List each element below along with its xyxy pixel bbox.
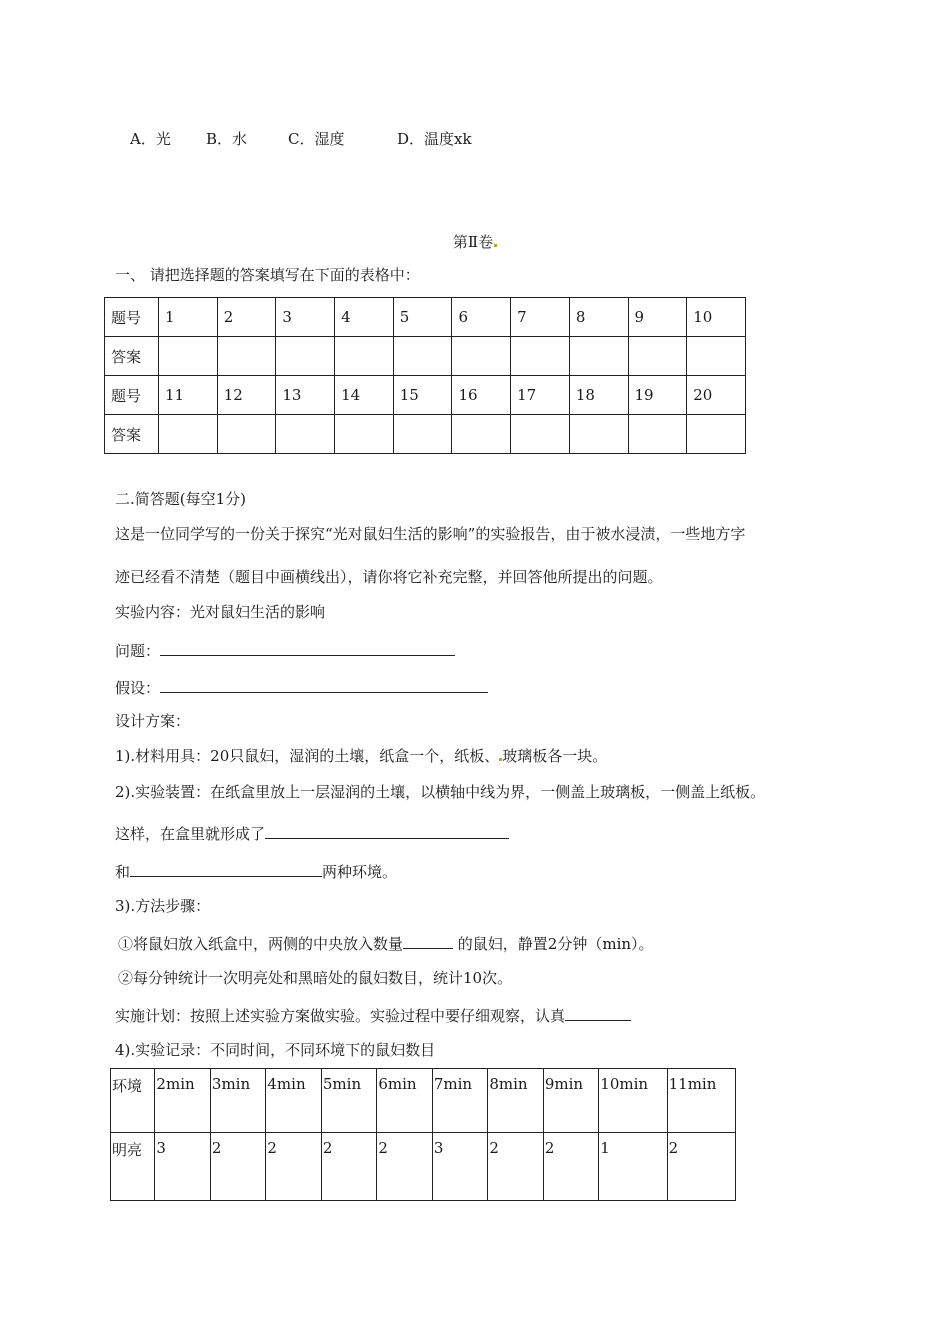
design-heading: 设计方案：	[115, 712, 191, 730]
number-cell: 18	[569, 376, 628, 415]
data-cell: 明亮	[111, 1133, 155, 1201]
part1-heading: 一、 请把选择题的答案填写在下面的表格中：	[115, 266, 420, 284]
answer-cell[interactable]	[335, 415, 394, 454]
number-cell: 1	[159, 298, 218, 337]
data-cell: 2	[377, 1133, 432, 1201]
environment-blank-1[interactable]	[265, 822, 509, 839]
intro-line-1: 这是一位同学写的一份关于探究“光对鼠妇生活的影响”的实验报告，由于被水浸渍，一些地方字	[115, 525, 746, 543]
number-cell: 16	[452, 376, 511, 415]
data-cell: 2	[210, 1133, 265, 1201]
question-line	[115, 639, 455, 661]
table-row	[105, 298, 746, 337]
number-cell: 17	[511, 376, 570, 415]
answer-cell[interactable]	[159, 337, 218, 376]
header-cell: 10min	[599, 1069, 667, 1133]
option-b: B．水	[206, 130, 248, 148]
answer-cell[interactable]	[393, 337, 452, 376]
section-title	[0, 231, 950, 252]
data-cell: 1	[599, 1133, 667, 1201]
data-cell: 2	[543, 1133, 598, 1201]
table-row	[105, 376, 746, 415]
answer-cell[interactable]	[511, 415, 570, 454]
header-cell: 4min	[266, 1069, 321, 1133]
experiment-content: 实验内容：光对鼠妇生活的影响	[115, 603, 326, 621]
formed-label: 这样，在盒里就形成了	[115, 825, 266, 843]
and-label: 和	[115, 863, 131, 881]
decorative-dot-icon	[494, 244, 497, 247]
table-row	[111, 1069, 736, 1133]
plan-blank[interactable]	[565, 1004, 631, 1021]
data-cell: 2	[667, 1133, 735, 1201]
number-cell: 15	[393, 376, 452, 415]
table-row	[105, 415, 746, 454]
part2-heading: 二.简答题(每空1分)	[115, 490, 247, 508]
answer-cell[interactable]	[452, 337, 511, 376]
answer-cell[interactable]	[569, 415, 628, 454]
question-blank[interactable]	[160, 639, 455, 656]
answer-cell[interactable]	[159, 415, 218, 454]
plan-text: 实施计划：按照上述实验方案做实验。实验过程中要仔细观察，认真	[115, 1007, 566, 1025]
answer-cell[interactable]	[628, 337, 687, 376]
plan-line	[115, 1004, 631, 1026]
step-1-line	[118, 932, 654, 954]
answer-cell[interactable]	[393, 415, 452, 454]
record-table	[110, 1068, 736, 1201]
number-cell: 7	[511, 298, 570, 337]
option-a: A．光	[130, 130, 171, 148]
answer-cell[interactable]	[452, 415, 511, 454]
header-cell: 5min	[321, 1069, 376, 1133]
header-cell: 3min	[210, 1069, 265, 1133]
number-cell: 3	[276, 298, 335, 337]
number-cell: 8	[569, 298, 628, 337]
number-cell: 13	[276, 376, 335, 415]
row-label: 题号	[105, 376, 159, 415]
header-cell: 8min	[488, 1069, 543, 1133]
header-cell: 9min	[543, 1069, 598, 1133]
header-cell: 环境	[111, 1069, 155, 1133]
number-cell: 19	[628, 376, 687, 415]
answer-cell[interactable]	[511, 337, 570, 376]
data-cell: 2	[321, 1133, 376, 1201]
number-cell: 2	[217, 298, 276, 337]
data-cell: 2	[266, 1133, 321, 1201]
and-line	[115, 860, 397, 882]
data-cell: 2	[488, 1133, 543, 1201]
row-label: 题号	[105, 298, 159, 337]
option-c: C．湿度	[288, 130, 345, 148]
number-cell: 4	[335, 298, 394, 337]
question-label: 问题：	[115, 642, 161, 660]
answer-cell[interactable]	[217, 337, 276, 376]
number-cell: 20	[687, 376, 746, 415]
answer-cell[interactable]	[569, 337, 628, 376]
table-row	[105, 337, 746, 376]
number-cell: 14	[335, 376, 394, 415]
data-cell: 3	[432, 1133, 487, 1201]
answer-cell[interactable]	[687, 415, 746, 454]
device-line: 2).实验装置：在纸盒里放上一层湿润的土壤，以横轴中线为界，一侧盖上玻璃板，一侧盖上纸板。	[115, 783, 766, 801]
materials-line	[115, 746, 607, 766]
hypothesis-blank[interactable]	[160, 676, 488, 693]
answer-cell[interactable]	[276, 337, 335, 376]
formed-line	[115, 822, 509, 844]
option-d: D．温度xk	[397, 130, 472, 148]
number-cell: 10	[687, 298, 746, 337]
number-cell: 11	[159, 376, 218, 415]
record-heading: 4).实验记录：不同时间，不同环境下的鼠妇数目	[115, 1041, 436, 1059]
step-1-text-b: 的鼠妇，静置2分钟（min）。	[457, 935, 654, 953]
number-cell: 6	[452, 298, 511, 337]
quantity-blank[interactable]	[403, 932, 453, 949]
number-cell: 5	[393, 298, 452, 337]
answer-cell[interactable]	[628, 415, 687, 454]
step-1-text-a: ①将鼠妇放入纸盒中，两侧的中央放入数量	[118, 935, 404, 953]
header-cell: 2min	[155, 1069, 210, 1133]
data-cell: 3	[155, 1133, 210, 1201]
header-cell: 7min	[432, 1069, 487, 1133]
steps-heading: 3).方法步骤：	[115, 897, 211, 915]
row-label: 答案	[105, 337, 159, 376]
two-env-label: 两种环境。	[322, 863, 398, 881]
number-cell: 9	[628, 298, 687, 337]
header-cell: 11min	[667, 1069, 735, 1133]
row-label: 答案	[105, 415, 159, 454]
environment-blank-2[interactable]	[130, 860, 322, 877]
number-cell: 12	[217, 376, 276, 415]
answer-table	[104, 297, 746, 454]
header-cell: 6min	[377, 1069, 432, 1133]
section-title-text: 第Ⅱ卷	[452, 233, 494, 251]
hypothesis-line	[115, 676, 488, 698]
step-2-line: ②每分钟统计一次明亮处和黑暗处的鼠妇数目，统计10次。	[118, 969, 513, 987]
materials-text-b: 玻璃板各一块。	[502, 747, 608, 765]
intro-line-2: 迹已经看不清楚（题目中画横线出），请你将它补充完整，并回答他所提出的问题。	[115, 568, 663, 586]
answer-cell[interactable]	[335, 337, 394, 376]
answer-cell[interactable]	[687, 337, 746, 376]
hypothesis-label: 假设：	[115, 679, 161, 697]
answer-cell[interactable]	[276, 415, 335, 454]
materials-text-a: 1).材料用具：20只鼠妇，湿润的土壤，纸盒一个，纸板、	[115, 747, 500, 765]
answer-cell[interactable]	[217, 415, 276, 454]
table-row	[111, 1133, 736, 1201]
